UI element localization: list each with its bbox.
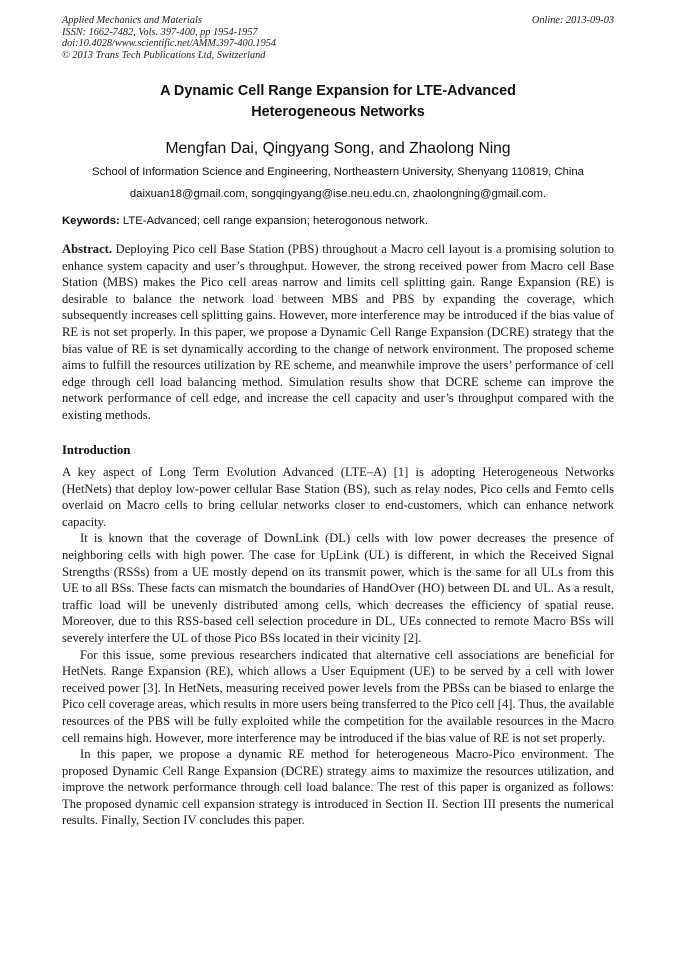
author-list: Mengfan Dai, Qingyang Song, and Zhaolong Ning (165, 140, 511, 157)
keywords-text: LTE-Advanced; cell range expansion; heterogonous network. (119, 215, 428, 227)
intro-paragraph: It is known that the coverage of DownLink (DL) cells with low power decreases the presence of neighboring cells with high power. The case for UpLink (UL) is different, in which the Received Signal Strengths (RSSs) from a UE mostly depend on its transmit power, which is the same for all ULs from this UE to all BSs. These facts can mismatch the boundaries of HandOver (HO) between DL and UL. As a result, traffic load will be unevenly distributed among cells, which decreases the efficiency of spatial reuse. Moreover, due to this RSS-based cell selection procedure in DL, UEs connected to remote Macro BSs will severely interfere the UL of those Pico BSs located in their vicinity [2]. (62, 531, 614, 645)
journal-header (62, 15, 614, 61)
abstract-label: Abstract. (62, 242, 113, 256)
introduction-body (62, 464, 614, 829)
title-line-1: A Dynamic Cell Range Expansion for LTE-Advanced (160, 83, 516, 99)
title-line-2: Heterogeneous Networks (251, 104, 425, 120)
affiliation: School of Information Science and Engineering, Northeastern University, Shenyang 110819, China (92, 166, 584, 178)
online-date: Online: 2013-09-03 (531, 15, 614, 26)
paper-title (62, 81, 614, 123)
section-heading-introduction: Introduction (62, 443, 131, 457)
intro-paragraph: In this paper, we propose a dynamic RE method for heterogeneous Macro-Pico environment. The proposed Dynamic Cell Range Expansion (DCRE) strategy aims to maximize the resources utilization, and improve the network performance through cell load balance. The rest of this paper is organized as follows: The proposed dynamic cell expansion strategy is introduced in Section II. Section III presents the numerical results. Finally, Section IV concludes this paper. (62, 747, 614, 828)
copyright-line: © 2013 Trans Tech Publications Ltd, Switzerland (62, 49, 266, 61)
intro-paragraph: For this issue, some previous researchers indicated that alternative cell associations are beneficial for HetNets. Range Expansion (RE), which allows a User Equipment (UE) to be served by a cell with lower received power [3]. In HetNets, measuring received power levels from the PBSs can be biased to enlarge the Pico cell coverage areas, which results in more users being transferred to the Pico cell [4]. Thus, the available resources of the PBS will be fully exploited while the competition for the available resources in the Macro cell remains high. However, more interference may be introduced if the bias value of RE is not set properly. (62, 647, 614, 745)
journal-name: Applied Mechanics and Materials (62, 15, 202, 26)
keywords (62, 214, 614, 228)
author-emails: daixuan18@gmail.com, songqingyang@ise.neu.edu.cn, zhaolongning@gmail.com. (129, 188, 547, 200)
doi-line: doi:10.4028/www.scientific.net/AMM.397-400.1954 (62, 38, 277, 49)
abstract (62, 241, 614, 424)
issn-line: ISSN: 1662-7482, Vols. 397-400, pp 1954-1957 (62, 26, 258, 38)
abstract-text: Deploying Pico cell Base Station (PBS) throughout a Macro cell layout is a promising solution to enhance system capacity and user’s throughput. However, the strong received power from Macro cell Base Station (MBS) makes the Pico cell areas narrow and limits cell splitting gain. Range Expansion (RE) is desirable to balance the network load between MBS and PBS by expanding the coverage, which subsequently increases cell splitting gains. However, more interference may be introduced if the bias value of RE is not set properly. In this paper, we propose a Dynamic Cell Range Expansion (DCRE) strategy that the bias value of RE is set dynamically according to the change of network environment. The proposed scheme aims to fulfill the resources utilization by RE scheme, and meanwhile improve the users’ performance of cell edge through cell load balancing method. Simulation results show that DCRE scheme can improve the network performance of cell edge, and increase the cell capacity and user’s throughput compared with the existing methods. (62, 242, 614, 422)
intro-paragraph: A key aspect of Long Term Evolution Advanced (LTE–A) [1] is adopting Heterogeneous Networks (HetNets) that deploy low-power cellular Base Station (BS), such as relay nodes, Pico cells and Femto cells overlaid on Macro cells to bring cellular networks closer to end-customers, which can enhance network capacity. (62, 465, 614, 529)
keywords-label: Keywords: (62, 215, 120, 227)
